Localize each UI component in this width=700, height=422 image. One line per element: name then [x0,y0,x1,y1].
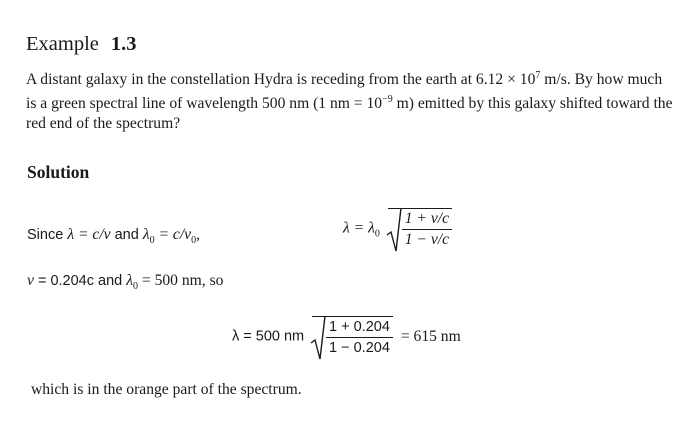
nu0-subscript: 0 [191,235,197,247]
formula2-lhs: λ = 500 nm [232,328,305,345]
given-lambda0: λ [126,272,133,289]
formula2-result: = 615 nm [400,327,461,345]
problem-text-3: m) emitted by this galaxy shifted toward the red end of the spectrum? [26,95,673,133]
velocity-symbol: v [27,272,34,289]
example-number: 1.3 [110,33,137,55]
given-lambda0-subscript: 0 [133,281,138,293]
solution-heading: Solution [27,162,90,182]
problem-exponent-1: 7 [535,70,541,81]
sqrt-symbol [388,208,452,250]
doppler-fraction [402,209,452,250]
lambda0-symbol: λ [142,226,150,243]
since-relation [27,226,200,246]
since-prefix: Since [27,227,68,243]
sqrt-symbol-2 [312,316,393,358]
since-eq-2: = c/ν [154,226,192,243]
given-values [27,272,223,292]
formula2-numerator: 1 + 0.204 [326,317,393,338]
formula1-denominator: 1 − v/c [404,231,450,248]
example-title [26,33,137,56]
formula2-denominator: 1 − 0.204 [329,340,390,356]
result-formula [232,316,461,358]
problem-exponent-2: −9 [382,94,393,106]
problem-text-2: m/s. By how much is a green spectral line of wavelength 500 nm (1 nm = 10 [26,71,663,113]
formula1-numerator: 1 + v/c [402,209,452,230]
result-fraction [326,317,393,358]
formula1-subscript: 0 [374,228,380,240]
problem-statement [26,66,676,134]
conclusion-text: which is in the orange part of the spectrum. [31,381,302,398]
formula1-lhs: λ = λ [343,219,375,237]
given-rest: = 500 nm, so [138,272,224,289]
doppler-formula [343,208,452,250]
since-eq-1: = c/ν [74,226,111,243]
example-label: Example [26,33,99,55]
since-and: and [110,227,143,243]
problem-text-1: A distant galaxy in the constellation Hydra is receding from the earth at 6.12 × 10 [26,71,536,89]
lambda-symbol: λ [67,226,75,243]
given-eq: = 0.204c and [33,273,127,289]
since-suffix: , [196,226,200,243]
lambda0-subscript: 0 [149,235,155,247]
